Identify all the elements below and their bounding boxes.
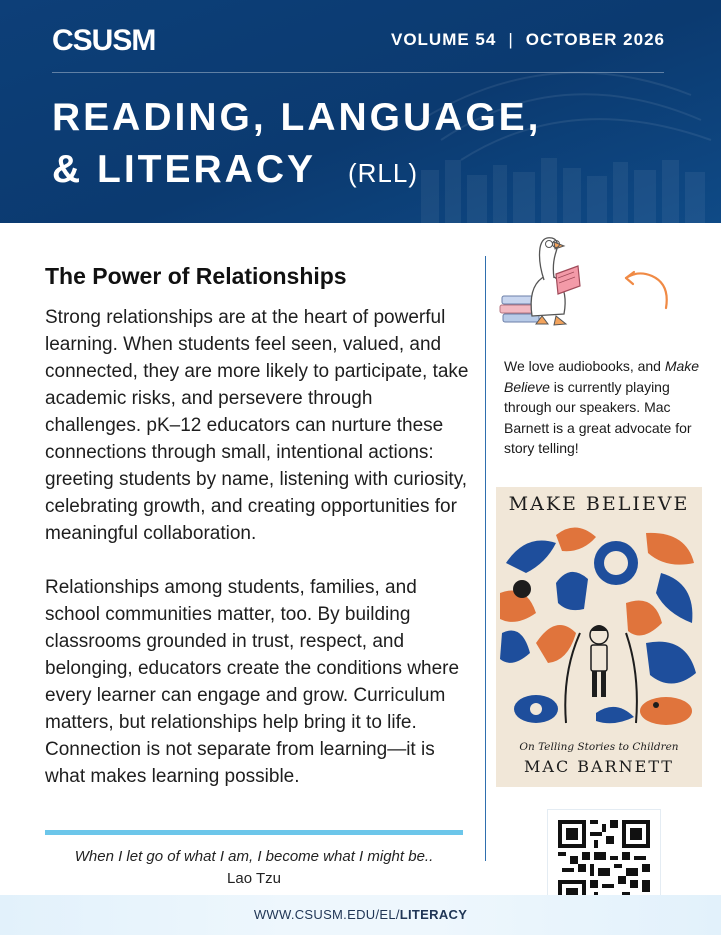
header-rule <box>52 72 664 73</box>
footer-url[interactable] <box>0 907 721 922</box>
article-paragraph-2: Relationships among students, families, and school communities matter, too. By building classrooms grounded in trust, respect, and belonging, educators create the conditions where every learner can engage and grow. Curriculum matters, but relationships help bring it to life. Connection is not separate from learning—it is what makes learning possible. <box>45 577 460 787</box>
issue-date: OCTOBER 2026 <box>525 30 665 49</box>
book-cover-author: MAC BARNETT <box>524 757 674 776</box>
curved-arrow-icon <box>618 262 674 314</box>
newsletter-header <box>0 0 721 223</box>
column-divider <box>485 256 486 861</box>
blurb-text-start: We love audiobooks, and <box>504 358 665 374</box>
blurb-book-title: Make Believe <box>504 358 700 395</box>
title-abbreviation: (RLL) <box>348 158 419 188</box>
reading-goose-illustration <box>498 228 584 332</box>
book-cover <box>496 487 702 787</box>
blurb-text-end: is currently playing through our speakers. Mac Barnett is a great advocate for story telling! <box>504 378 692 456</box>
footer-url-section[interactable]: LITERACY <box>399 907 468 922</box>
csusm-logo: CSUSM <box>52 24 156 57</box>
issue-separator: | <box>508 30 514 49</box>
newsletter-title <box>52 92 542 199</box>
quote-block <box>45 846 463 890</box>
article-heading: The Power of Relationships <box>45 263 347 289</box>
book-cover-artwork <box>496 523 702 737</box>
quote-text: When I let go of what I am, I become what I might be.. <box>74 848 434 865</box>
article <box>45 263 470 790</box>
quote-divider <box>45 830 463 835</box>
audiobook-blurb <box>504 356 709 459</box>
footer-url-prefix[interactable]: WWW.CSUSM.EDU/EL/ <box>253 907 400 922</box>
book-cover-title: MAKE BELIEVE <box>508 493 690 515</box>
quote-author: Lao Tzu <box>227 870 281 887</box>
volume-label: VOLUME 54 <box>390 30 497 49</box>
title-line-1: READING, LANGUAGE, <box>52 96 542 139</box>
book-cover-subtitle: On Telling Stories to Children <box>519 741 679 753</box>
issue-info <box>391 30 665 50</box>
title-line-2: & LITERACY <box>52 148 316 191</box>
article-paragraph-1: Strong relationships are at the heart of powerful learning. When students feel seen, valued, and connected, they are more likely to participate, take academic risks, and persevere through challenges. pK–12 educators can nurture these connections through small, intentional actions: greeting students by name, listening with curiosity, celebrating growth, and creating opportunities for meaningful collaboration. <box>45 307 469 544</box>
footer <box>0 895 721 935</box>
